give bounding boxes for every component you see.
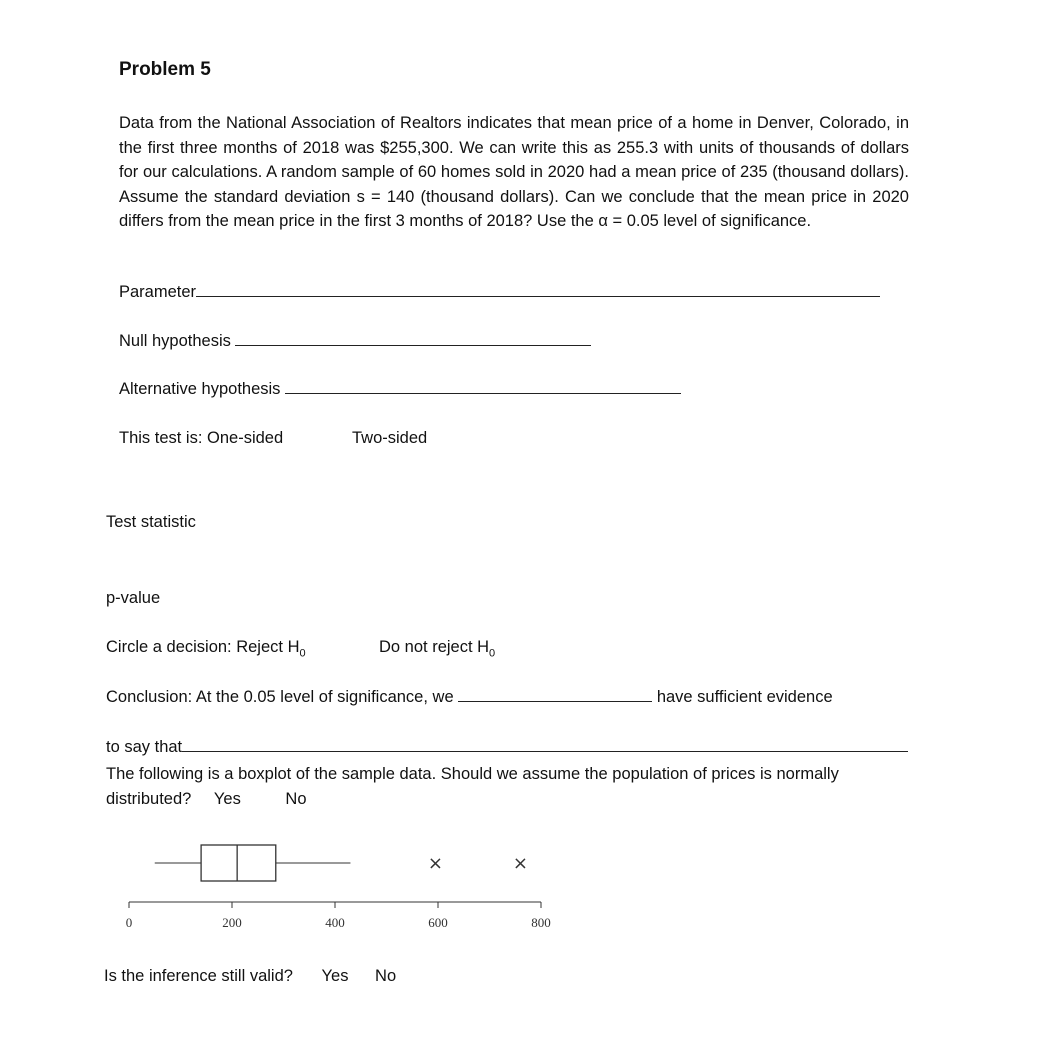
- decision-row: [106, 638, 306, 659]
- null-hypothesis-blank[interactable]: [235, 344, 591, 346]
- parameter-label: Parameter: [119, 283, 197, 301]
- problem-title: Problem 5: [119, 59, 211, 80]
- conclusion-suffix: have sufficient evidence: [656, 688, 833, 706]
- conclusion-prefix: Conclusion: At the 0.05 level of significance, we: [106, 688, 454, 706]
- to-say-that-label: to say that: [106, 738, 183, 756]
- x-tick-label-800: 800: [531, 915, 551, 930]
- x-tick-label-0: 0: [125, 915, 133, 930]
- boxplot-question-text: The following is a boxplot of the sample data. Should we assume the population of prices is normally distributed?: [106, 765, 839, 808]
- inference-yes-option[interactable]: Yes: [321, 967, 349, 985]
- boxplot-chart: [100, 830, 580, 940]
- conclusion-blank[interactable]: [458, 700, 652, 702]
- null-hypothesis-label: Null hypothesis: [119, 332, 231, 350]
- x-tick-label-600: 600: [428, 915, 448, 930]
- inference-question-text: Is the inference still valid?: [104, 967, 293, 985]
- boxplot-no-option[interactable]: No: [285, 790, 307, 808]
- one-sided-option[interactable]: This test is: One-sided: [119, 429, 284, 447]
- do-not-reject-option[interactable]: Do not reject $H_0$: [379, 638, 496, 660]
- parameter-blank[interactable]: [196, 295, 880, 297]
- parameter-row: [119, 283, 880, 302]
- conclusion-row: [106, 688, 833, 707]
- reject-option[interactable]: Circle a decision: Reject $H_0$: [106, 638, 306, 660]
- to-say-that-blank[interactable]: [182, 750, 908, 752]
- alternative-hypothesis-row: [119, 380, 681, 399]
- p-value-label: p-value: [106, 589, 161, 607]
- alternative-hypothesis-label: Alternative hypothesis: [119, 380, 281, 398]
- boxplot-yes-option[interactable]: Yes: [213, 790, 241, 808]
- inference-no-option[interactable]: No: [375, 967, 397, 985]
- alternative-hypothesis-blank[interactable]: [285, 392, 681, 394]
- two-sided-option[interactable]: Two-sided: [352, 429, 428, 447]
- problem-intro: Data from the National Association of Realtors indicates that mean price of a home in Denver, Colorado, in the first three months of 2018 was $255,300. We can write this as 255.3 with units of thousands of dollars for our calculations. A random sample of 60 homes sold in 2020 had a mean price of 235 (thousand dollars). Assume the standard deviation s = 140 (thousand dollars). Can we conclude that the mean price in 2020 differs from the mean price in the first 3 months of 2018? Use the α = 0.05 level of significance.: [119, 114, 909, 230]
- boxplot-plot-area: [126, 845, 551, 930]
- test-sidedness-row: [119, 429, 283, 448]
- box-iqr: [201, 845, 276, 881]
- outlier-marker-2: ×: [512, 853, 528, 874]
- null-hypothesis-row: [119, 332, 591, 351]
- test-statistic-label: Test statistic: [106, 513, 196, 531]
- to-say-that-row: [106, 738, 908, 757]
- inference-question: [104, 967, 396, 986]
- boxplot-question: [106, 762, 924, 812]
- outlier-marker-1: ×: [427, 853, 443, 874]
- x-tick-label-400: 400: [325, 915, 345, 930]
- x-tick-label-200: 200: [222, 915, 242, 930]
